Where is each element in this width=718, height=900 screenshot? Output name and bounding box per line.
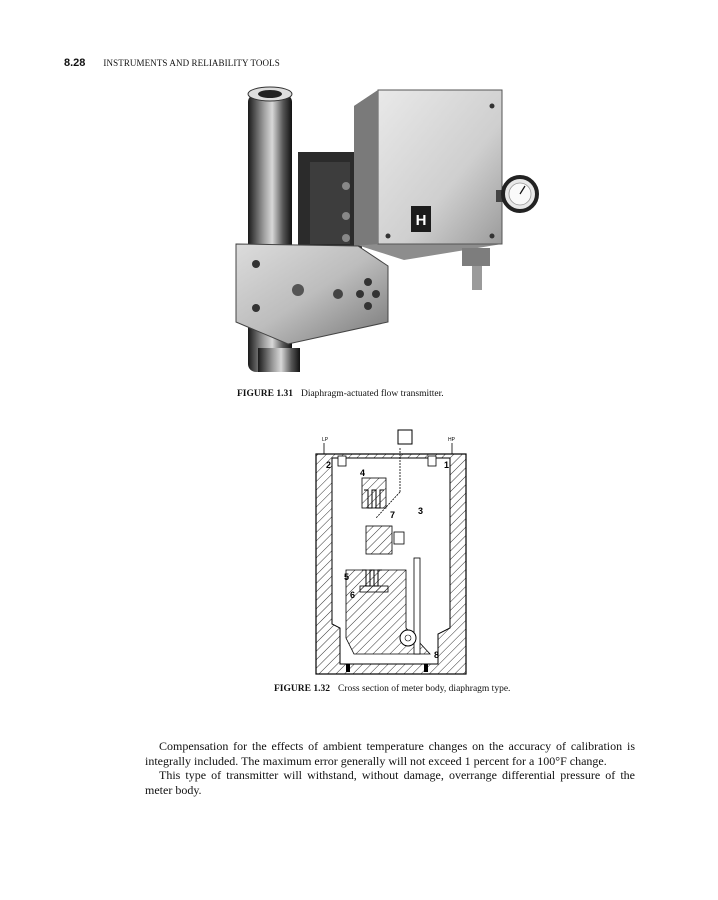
callout-1: 1 (444, 460, 450, 470)
paragraph-1: Compensation for the effects of ambient temperature changes on the accuracy of calibration is integrally included. The maximum error generally will not exceed 1 percent for a 100°F change. (145, 739, 635, 768)
callout-2: 2 (326, 460, 332, 470)
callout-7: 7 (390, 510, 396, 520)
figure-1-label: FIGURE 1.31 (237, 389, 293, 399)
page-header (64, 53, 280, 71)
figure-1-photo (228, 86, 550, 378)
paragraph-2: This type of transmitter will withstand, without damage, overrange differential pressure of the meter body. (145, 768, 635, 797)
callout-3: 3 (418, 506, 424, 516)
figure-1-caption (237, 389, 444, 399)
hp-label: HP (448, 437, 455, 443)
body-text (145, 739, 635, 797)
figure-2-label: FIGURE 1.32 (274, 684, 330, 694)
lp-label: LP (322, 437, 329, 443)
figure-1-caption-text: Diaphragm-actuated flow transmitter. (300, 389, 444, 399)
running-title: INSTRUMENTS AND RELIABILITY TOOLS (103, 58, 280, 68)
callout-6: 6 (350, 590, 356, 600)
figure-2-cross-section (310, 428, 472, 678)
callout-8: 8 (434, 650, 440, 660)
page-number: 8.28 (64, 57, 86, 69)
callout-5: 5 (344, 572, 350, 582)
figure-2-caption (274, 684, 514, 695)
logo-letter: H (415, 212, 427, 229)
figure-2-caption-text: Cross section of meter body, diaphragm type. (337, 684, 511, 694)
callout-4: 4 (360, 468, 366, 478)
